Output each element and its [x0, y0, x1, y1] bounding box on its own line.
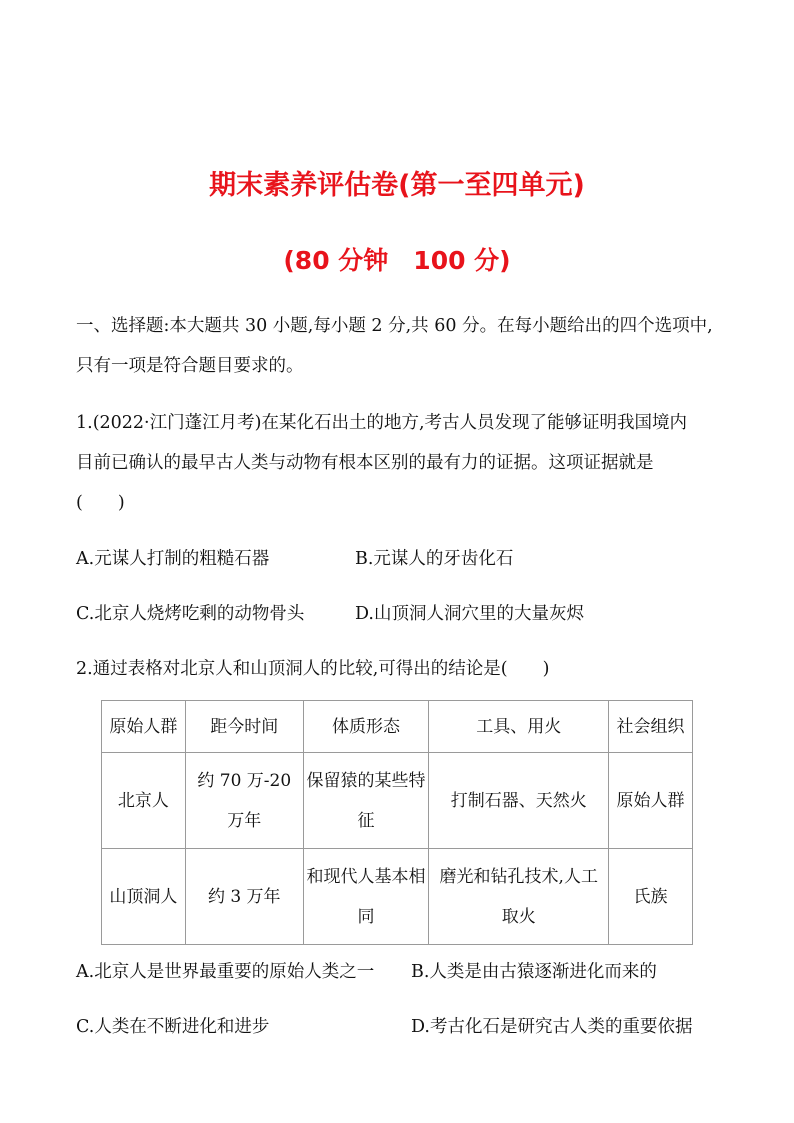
- question-2-stem: 2.通过表格对北京人和山顶洞人的比较,可得出的结论是( ): [76, 659, 550, 679]
- section-instructions-line-1: 一、选择题:本大题共 30 小题,每小题 2 分,共 60 分。在每小题给出的四个选项中,: [76, 316, 713, 336]
- table-header-cell: 社会组织: [609, 701, 693, 753]
- exam-duration-score: (80 分钟 100 分): [283, 246, 511, 275]
- table-header-cell: 原始人群: [102, 701, 186, 753]
- section-instructions-line-2: 只有一项是符合题目要求的。: [76, 356, 304, 376]
- question-1-stem-line-2: 目前已确认的最早古人类与动物有根本区别的最有力的证据。这项证据就是: [76, 453, 654, 473]
- table-cell: 保留猿的某些特征: [303, 753, 429, 849]
- table-cell: 氏族: [609, 849, 693, 945]
- table-cell: 和现代人基本相同: [303, 849, 429, 945]
- table-cell: 约 3 万年: [185, 849, 303, 945]
- question-2-option-c: C.人类在不断进化和进步: [76, 1017, 270, 1037]
- table-row: [102, 753, 693, 849]
- table-cell: 打制石器、天然火: [429, 753, 609, 849]
- comparison-table: [101, 700, 693, 945]
- table-cell: 北京人: [102, 753, 186, 849]
- question-2-option-a: A.北京人是世界最重要的原始人类之一: [76, 962, 375, 982]
- question-1-option-d: D.山顶洞人洞穴里的大量灰烬: [355, 604, 584, 624]
- table-cell: 磨光和钻孔技术,人工取火: [429, 849, 609, 945]
- table-cell: 约 70 万-20 万年: [185, 753, 303, 849]
- table-header-cell: 工具、用火: [429, 701, 609, 753]
- question-1-option-c: C.北京人烧烤吃剩的动物骨头: [76, 604, 305, 624]
- table-header-row: [102, 701, 693, 753]
- question-2-option-d: D.考古化石是研究古人类的重要依据: [411, 1017, 693, 1037]
- table-header-cell: 体质形态: [303, 701, 429, 753]
- question-2-option-b: B.人类是由古猿逐渐进化而来的: [411, 962, 657, 982]
- table-row: [102, 849, 693, 945]
- question-1-answer-blank: ( ): [76, 493, 125, 513]
- table-cell: 原始人群: [609, 753, 693, 849]
- question-1-option-b: B.元谋人的牙齿化石: [355, 549, 514, 569]
- question-1-option-a: A.元谋人打制的粗糙石器: [76, 549, 270, 569]
- exam-title: 期末素养评估卷(第一至四单元): [209, 170, 585, 201]
- table-cell: 山顶洞人: [102, 849, 186, 945]
- table-header-cell: 距今时间: [185, 701, 303, 753]
- question-1-stem-line-1: 1.(2022·江门蓬江月考)在某化石出土的地方,考古人员发现了能够证明我国境内: [76, 413, 688, 433]
